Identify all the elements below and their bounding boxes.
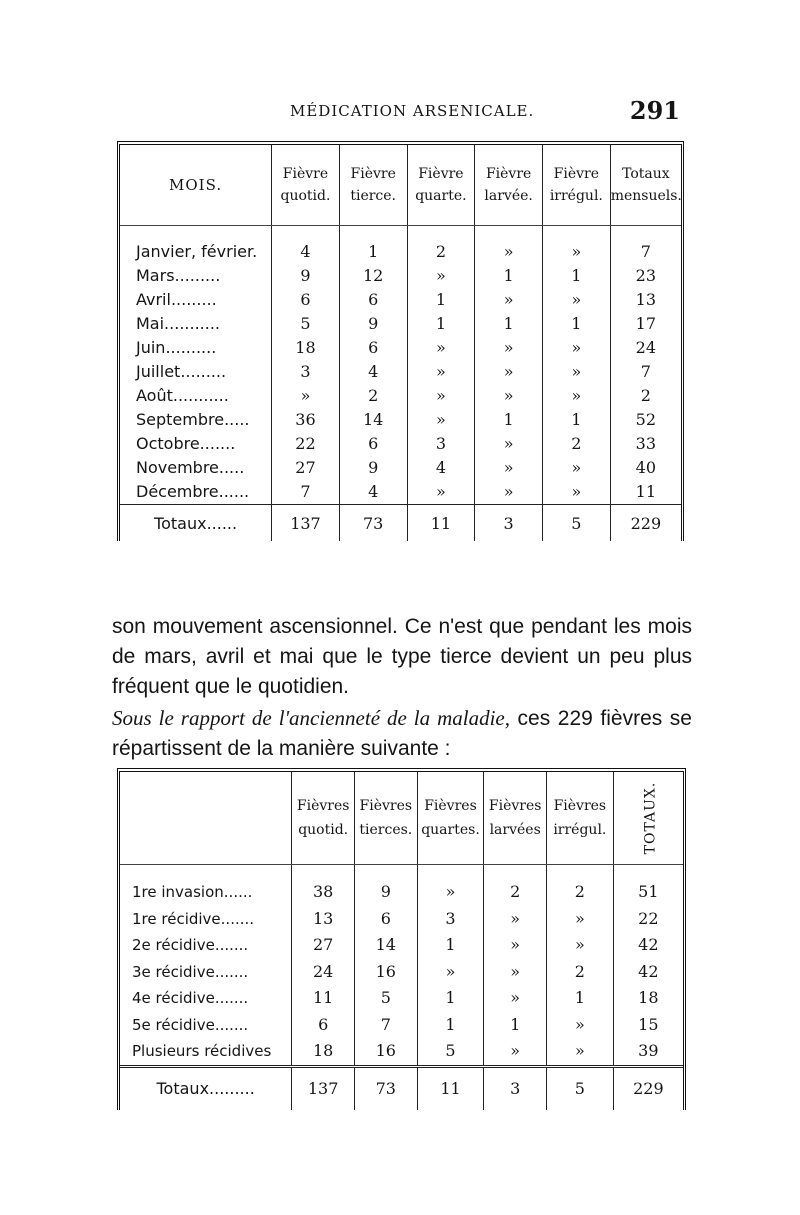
table-cell: 5 xyxy=(417,1038,484,1066)
column-header-text: Fièvre xyxy=(553,166,600,182)
table-cell: 2 xyxy=(484,865,547,906)
paragraph-italic: Sous le rapport de l'ancienneté de la maladie, xyxy=(112,706,510,730)
table-cell: 22 xyxy=(613,906,683,933)
table-row xyxy=(120,432,681,456)
row-label: Septembre..... xyxy=(136,410,250,429)
column-header-larvee xyxy=(475,145,543,226)
table-cell: 23 xyxy=(610,264,681,288)
row-label: Plusieurs récidives xyxy=(132,1042,272,1061)
column-header-mois xyxy=(120,145,272,226)
table-cell: » xyxy=(484,906,547,933)
column-header-text: Fièvre xyxy=(485,166,532,182)
table-cell: 16 xyxy=(354,1038,417,1066)
total-cell: 137 xyxy=(272,505,340,542)
column-header-text: Fièvres xyxy=(488,798,542,814)
table-cell: 16 xyxy=(354,959,417,986)
table-cell: 7 xyxy=(354,1012,417,1039)
table-cell: » xyxy=(475,456,543,480)
column-header-text: Fièvres xyxy=(424,798,477,814)
table-cell: 14 xyxy=(354,932,417,959)
row-label: Juin.......... xyxy=(136,338,217,357)
table-cell: 39 xyxy=(613,1038,683,1066)
table-cell: 9 xyxy=(339,312,407,336)
table-row xyxy=(120,1012,683,1039)
table-cell: 33 xyxy=(610,432,681,456)
table-cell: 2 xyxy=(610,384,681,408)
table-cell: 27 xyxy=(272,456,340,480)
column-header-text: quarte. xyxy=(415,188,467,204)
table-cell: 15 xyxy=(613,1012,683,1039)
table-cell: 4 xyxy=(407,456,475,480)
table-cell: » xyxy=(475,384,543,408)
column-header-blank xyxy=(120,772,292,865)
table-cell: 3 xyxy=(272,360,340,384)
table-cell: 42 xyxy=(613,959,683,986)
table-row xyxy=(120,288,681,312)
table-cell: 1 xyxy=(475,264,543,288)
table-cell: 4 xyxy=(339,480,407,505)
table-row xyxy=(120,264,681,288)
table-cell: 1 xyxy=(542,312,610,336)
paragraph-rest: ces 229 fièvres se répartissent de la manière suivante : xyxy=(112,707,692,760)
column-header-larvees xyxy=(484,772,547,865)
column-header-text: Totaux xyxy=(622,166,670,182)
table-header-row xyxy=(120,145,681,226)
column-header-text: irrégul. xyxy=(549,188,603,204)
row-label: 1re invasion...... xyxy=(132,883,253,902)
table-cell: » xyxy=(407,480,475,505)
table-cell: » xyxy=(417,865,484,906)
row-label: Novembre..... xyxy=(136,458,245,477)
row-label: Mai........... xyxy=(136,314,220,333)
table-cell: 11 xyxy=(292,985,355,1012)
table-cell: » xyxy=(542,288,610,312)
row-label: 2e récidive....... xyxy=(132,936,249,955)
table-cell: » xyxy=(547,1012,614,1039)
table-cell: 1 xyxy=(407,312,475,336)
table-cell: 1 xyxy=(547,985,614,1012)
column-header-text: quartes. xyxy=(421,822,480,838)
table-row xyxy=(120,312,681,336)
totals-label: Totaux......... xyxy=(120,1066,292,1110)
table-cell: 13 xyxy=(292,906,355,933)
total-cell: 3 xyxy=(475,505,543,542)
table-row xyxy=(120,456,681,480)
table-cell: 6 xyxy=(292,1012,355,1039)
table-cell: » xyxy=(407,336,475,360)
table-cell: 2 xyxy=(547,865,614,906)
column-header-quotid xyxy=(292,772,355,865)
row-label: Janvier, février. xyxy=(136,242,258,261)
totals-label: Totaux...... xyxy=(120,505,272,542)
table-cell: » xyxy=(547,906,614,933)
table-cell: » xyxy=(475,480,543,505)
column-header-quotid xyxy=(272,145,340,226)
table-row xyxy=(120,906,683,933)
table-cell: 27 xyxy=(292,932,355,959)
row-label: Avril......... xyxy=(136,290,217,309)
table-cell: 18 xyxy=(613,985,683,1012)
total-cell: 137 xyxy=(292,1066,355,1110)
table-cell: 1 xyxy=(475,312,543,336)
table-cell: » xyxy=(547,1038,614,1066)
totals-row xyxy=(120,505,681,542)
table-cell: » xyxy=(484,1038,547,1066)
table-cell: » xyxy=(484,932,547,959)
table-cell: » xyxy=(407,384,475,408)
column-header-text: quotid. xyxy=(280,188,331,204)
table-cell: 22 xyxy=(272,432,340,456)
table-cell: 4 xyxy=(339,360,407,384)
table-row xyxy=(120,384,681,408)
table-cell: 7 xyxy=(272,480,340,505)
running-head xyxy=(110,96,690,132)
column-header-text: Fièvre xyxy=(418,166,464,182)
row-label: Juillet......... xyxy=(136,362,227,381)
column-header-text: tierces. xyxy=(359,822,413,838)
table-cell: » xyxy=(272,384,340,408)
column-header-tierce xyxy=(339,145,407,226)
table-cell: 5 xyxy=(354,985,417,1012)
table-cell: 7 xyxy=(610,226,681,265)
table-cell: » xyxy=(542,336,610,360)
table-cell: » xyxy=(542,456,610,480)
paragraph-ascension: son mouvement ascensionnel. Ce n'est que pendant les mois de mars, avril et mai que le type tierce devient un peu plus fréquent que le quotidien. xyxy=(112,615,692,698)
page-number: 291 xyxy=(629,96,680,125)
table-cell: 1 xyxy=(542,408,610,432)
table-cell: 6 xyxy=(354,906,417,933)
column-header-text: tierce. xyxy=(350,188,397,204)
table-cell: 1 xyxy=(339,226,407,265)
table-cell: 1 xyxy=(417,985,484,1012)
table-row xyxy=(120,408,681,432)
total-cell: 73 xyxy=(354,1066,417,1110)
table-cell: 9 xyxy=(354,865,417,906)
table-cell: 24 xyxy=(610,336,681,360)
table-cell: » xyxy=(475,432,543,456)
table-cell: 36 xyxy=(272,408,340,432)
table-cell: 38 xyxy=(292,865,355,906)
table-cell: 1 xyxy=(417,1012,484,1039)
table-cell: 2 xyxy=(542,432,610,456)
table-cell: 17 xyxy=(610,312,681,336)
table-cell: 51 xyxy=(613,865,683,906)
monthly-fever-table xyxy=(117,141,684,541)
table-cell: » xyxy=(484,985,547,1012)
table-cell: » xyxy=(475,288,543,312)
total-cell: 5 xyxy=(542,505,610,542)
table-cell: 42 xyxy=(613,932,683,959)
total-cell: 3 xyxy=(484,1066,547,1110)
table-cell: » xyxy=(407,408,475,432)
row-label: 3e récidive....... xyxy=(132,962,249,981)
totals-row xyxy=(120,1066,683,1110)
table-cell: 6 xyxy=(272,288,340,312)
column-header-text: larvée. xyxy=(484,188,533,204)
table-cell: 7 xyxy=(610,360,681,384)
table-cell: 13 xyxy=(610,288,681,312)
column-header-irregul xyxy=(547,772,614,865)
total-cell: 5 xyxy=(547,1066,614,1110)
table-cell: 2 xyxy=(407,226,475,265)
table-row xyxy=(120,959,683,986)
row-label: Octobre....... xyxy=(136,434,236,453)
column-header-text: MOIS. xyxy=(169,176,223,194)
table-cell: 3 xyxy=(407,432,475,456)
table-cell: 3 xyxy=(417,906,484,933)
table-cell: 6 xyxy=(339,288,407,312)
table-cell: 52 xyxy=(610,408,681,432)
column-header-text: Fièvre xyxy=(350,166,396,182)
anciennete-grid xyxy=(120,772,683,1110)
table-row xyxy=(120,985,683,1012)
column-header-quartes xyxy=(417,772,484,865)
table-cell: 1 xyxy=(417,932,484,959)
column-header-text: quotid. xyxy=(298,822,349,838)
total-cell: 229 xyxy=(613,1066,683,1110)
monthly-fever-grid xyxy=(120,145,681,541)
row-label: Août........... xyxy=(136,386,229,405)
row-label: 5e récidive....... xyxy=(132,1015,249,1034)
total-cell: 229 xyxy=(610,505,681,542)
table-cell: 14 xyxy=(339,408,407,432)
table-cell: 6 xyxy=(339,432,407,456)
table-cell: » xyxy=(542,384,610,408)
column-header-text: Fièvres xyxy=(359,798,413,814)
total-cell: 73 xyxy=(339,505,407,542)
table-cell: » xyxy=(417,959,484,986)
column-header-quarte xyxy=(407,145,475,226)
table-cell: » xyxy=(407,360,475,384)
table-cell: 4 xyxy=(272,226,340,265)
table-cell: 5 xyxy=(272,312,340,336)
table-row xyxy=(120,226,681,265)
row-label: Décembre...... xyxy=(136,482,250,501)
total-cell: 11 xyxy=(417,1066,484,1110)
table-cell: 9 xyxy=(339,456,407,480)
table-cell: 1 xyxy=(542,264,610,288)
column-header-text: Fièvres xyxy=(296,798,350,814)
table-cell: 40 xyxy=(610,456,681,480)
table-row xyxy=(120,1038,683,1066)
table-cell: 1 xyxy=(407,288,475,312)
column-header-text: mensuels. xyxy=(610,188,682,204)
table-cell: 1 xyxy=(484,1012,547,1039)
paragraph-anciennete xyxy=(112,703,692,764)
table-cell: » xyxy=(407,264,475,288)
table-cell: » xyxy=(542,480,610,505)
table-row xyxy=(120,480,681,505)
table-cell: 11 xyxy=(610,480,681,505)
column-header-text: irrégul. xyxy=(553,822,607,838)
column-header-text: TOTAUX. xyxy=(642,781,659,855)
table-row xyxy=(120,336,681,360)
row-label: 1re récidive....... xyxy=(132,909,255,928)
row-label: Mars......... xyxy=(136,266,221,285)
table-cell: 12 xyxy=(339,264,407,288)
column-header-text: Fièvres xyxy=(553,798,607,814)
table-cell: » xyxy=(475,226,543,265)
row-label: 4e récidive....... xyxy=(132,989,249,1008)
table-cell: » xyxy=(475,360,543,384)
table-cell: 1 xyxy=(475,408,543,432)
table-cell: » xyxy=(542,360,610,384)
table-row xyxy=(120,932,683,959)
column-header-text: Fièvre xyxy=(282,166,329,182)
table-cell: » xyxy=(542,226,610,265)
table-cell: 18 xyxy=(272,336,340,360)
table-row xyxy=(120,865,683,906)
table-cell: » xyxy=(547,932,614,959)
table-cell: 24 xyxy=(292,959,355,986)
anciennete-table xyxy=(117,768,686,1110)
column-header-text: larvées xyxy=(489,822,541,838)
table-cell: 2 xyxy=(547,959,614,986)
table-cell: 18 xyxy=(292,1038,355,1066)
column-header-irregul xyxy=(542,145,610,226)
table-cell: » xyxy=(475,336,543,360)
table-row xyxy=(120,360,681,384)
table-header-row xyxy=(120,772,683,865)
column-header-totaux xyxy=(613,772,683,865)
total-cell: 11 xyxy=(407,505,475,542)
table-cell: 6 xyxy=(339,336,407,360)
column-header-tierces xyxy=(354,772,417,865)
table-cell: 9 xyxy=(272,264,340,288)
table-cell: » xyxy=(484,959,547,986)
running-title: MÉDICATION ARSENICALE. xyxy=(290,102,535,120)
column-header-totaux xyxy=(610,145,681,226)
table-cell: 2 xyxy=(339,384,407,408)
